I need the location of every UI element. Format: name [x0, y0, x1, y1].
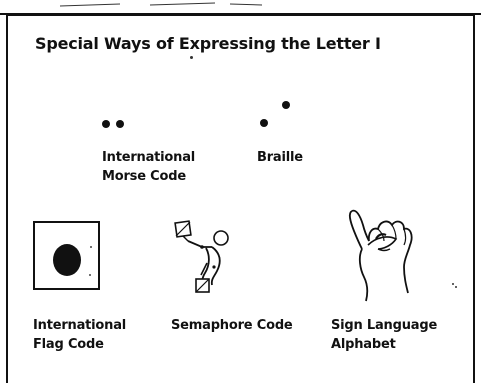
speck-dot: [452, 283, 454, 285]
label-semaphore: [171, 316, 293, 335]
label-flag-line-2: Flag Code: [33, 337, 104, 352]
braille-dot: [260, 119, 268, 127]
braille-dot: [282, 101, 290, 109]
label-morse-line-2: Morse Code: [102, 169, 186, 184]
label-morse-line-1: International: [102, 150, 196, 165]
label-braille: [257, 148, 303, 167]
speck-dot: [190, 56, 193, 59]
semaphore-figure-icon: [170, 217, 240, 301]
label-semaphore-line-1: Semaphore Code: [171, 318, 293, 333]
label-flag-line-1: International: [33, 318, 127, 333]
label-flag: [33, 316, 126, 354]
label-sign: [331, 316, 437, 354]
label-sign-line-2: Alphabet: [331, 337, 396, 352]
speck-dot: [455, 286, 457, 288]
sign-hand-icon: [338, 205, 418, 311]
label-braille-line-1: Braille: [257, 150, 303, 165]
page-title: Special Ways of Expressing the Letter I: [35, 34, 381, 53]
morse-dot: [102, 120, 110, 128]
label-morse: [102, 148, 195, 186]
label-sign-line-1: Sign Language: [331, 318, 438, 333]
scan-top-edge: [0, 0, 481, 14]
morse-dot: [116, 120, 124, 128]
signal-flag-icon: [33, 221, 101, 291]
